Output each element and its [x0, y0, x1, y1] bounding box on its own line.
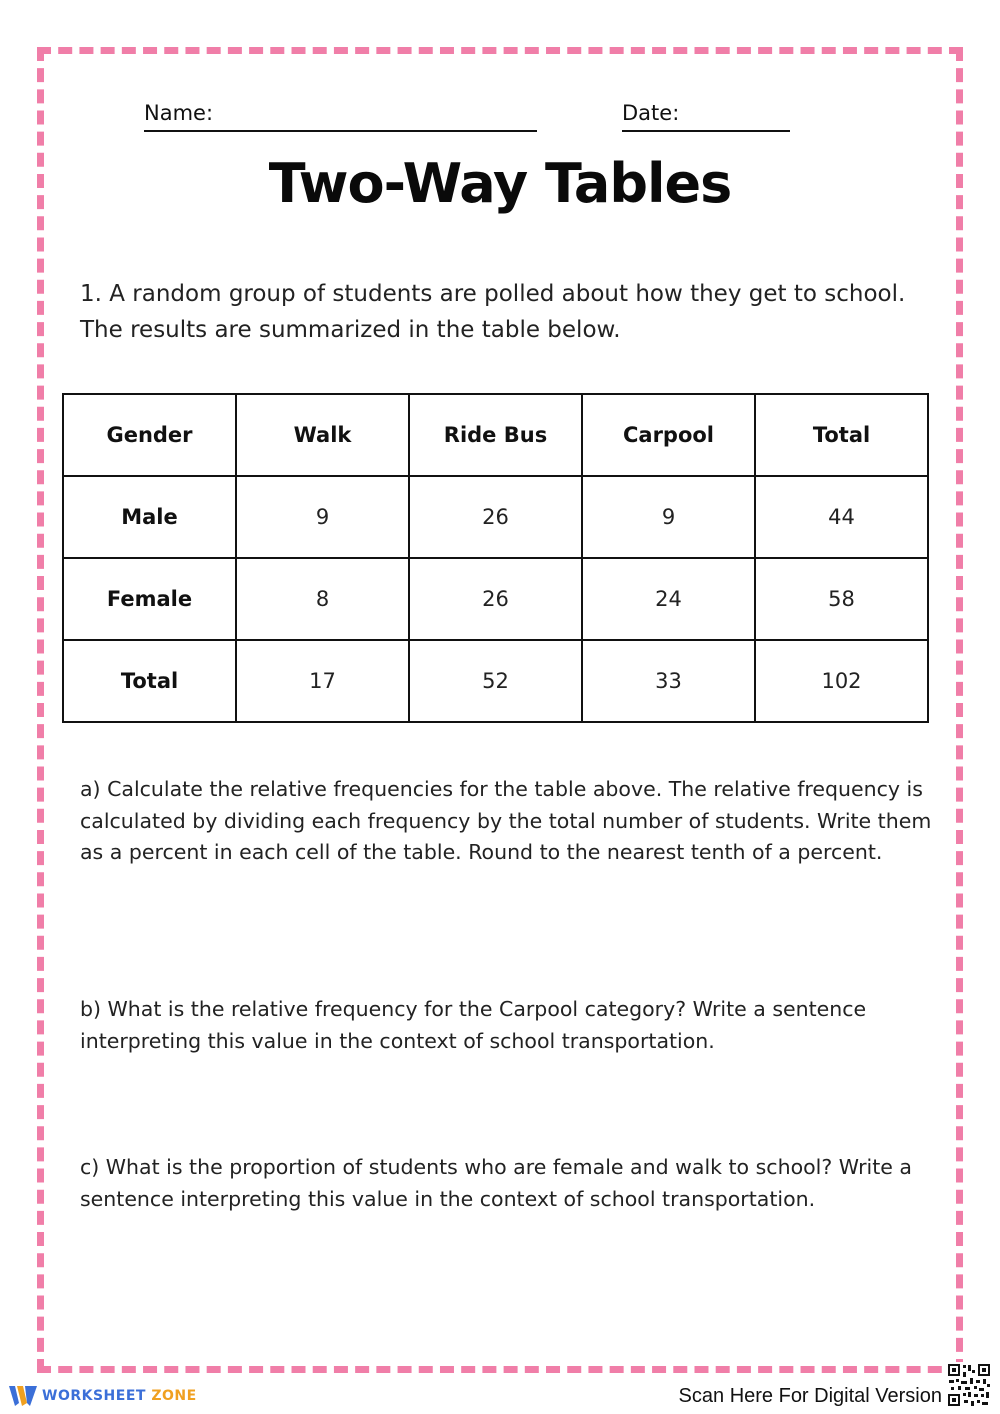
brand[interactable]	[8, 1383, 197, 1409]
page-title: Two-Way Tables	[268, 152, 732, 215]
date-label: Date:	[622, 101, 680, 125]
question-1-prompt: 1. A random group of students are polled about how they get to school. The results are summarized in the table below.	[80, 281, 906, 343]
table-header-cell: Ride Bus	[409, 394, 582, 476]
table-cell: 24	[582, 558, 755, 640]
row-label-cell: Female	[63, 558, 236, 640]
table-row	[63, 558, 928, 640]
question-b: b) What is the relative frequency for the Carpool category? Write a sentence interpreting this value in the context of school transportation.	[80, 997, 867, 1053]
table-cell: 52	[409, 640, 582, 722]
table-cell: 58	[755, 558, 928, 640]
table-row	[63, 476, 928, 558]
table-cell: 17	[236, 640, 409, 722]
worksheetzone-logo-icon	[8, 1383, 38, 1409]
two-way-table	[62, 393, 929, 723]
table-header-cell: Walk	[236, 394, 409, 476]
name-field[interactable]	[144, 130, 537, 132]
table-row	[63, 640, 928, 722]
table-cell: 102	[755, 640, 928, 722]
table-cell: 44	[755, 476, 928, 558]
table-header-cell: Total	[755, 394, 928, 476]
table-cell: 9	[582, 476, 755, 558]
question-a: a) Calculate the relative frequencies for the table above. The relative frequency is calculated by dividing each frequency by the total number of students. Write them as a percent in each cell of the table. Round to the nearest tenth of a percent.	[80, 777, 932, 864]
table-cell: 9	[236, 476, 409, 558]
table-cell: 33	[582, 640, 755, 722]
table-header-row	[63, 394, 928, 476]
row-label-cell: Total	[63, 640, 236, 722]
table-cell: 26	[409, 476, 582, 558]
name-label: Name:	[144, 101, 214, 125]
brand-name: WORKSHEET ZONE	[42, 1388, 197, 1404]
table-cell: 8	[236, 558, 409, 640]
row-label-cell: Male	[63, 476, 236, 558]
date-field[interactable]	[622, 130, 790, 132]
table-header-cell: Gender	[63, 394, 236, 476]
table-cell: 26	[409, 558, 582, 640]
question-c: c) What is the proportion of students who are female and walk to school? Write a sentence interpreting this value in the context of school transportation.	[80, 1155, 912, 1211]
table-header-cell: Carpool	[582, 394, 755, 476]
qr-code-icon[interactable]	[946, 1362, 992, 1408]
scan-instruction: Scan Here For Digital Version	[678, 1385, 942, 1407]
